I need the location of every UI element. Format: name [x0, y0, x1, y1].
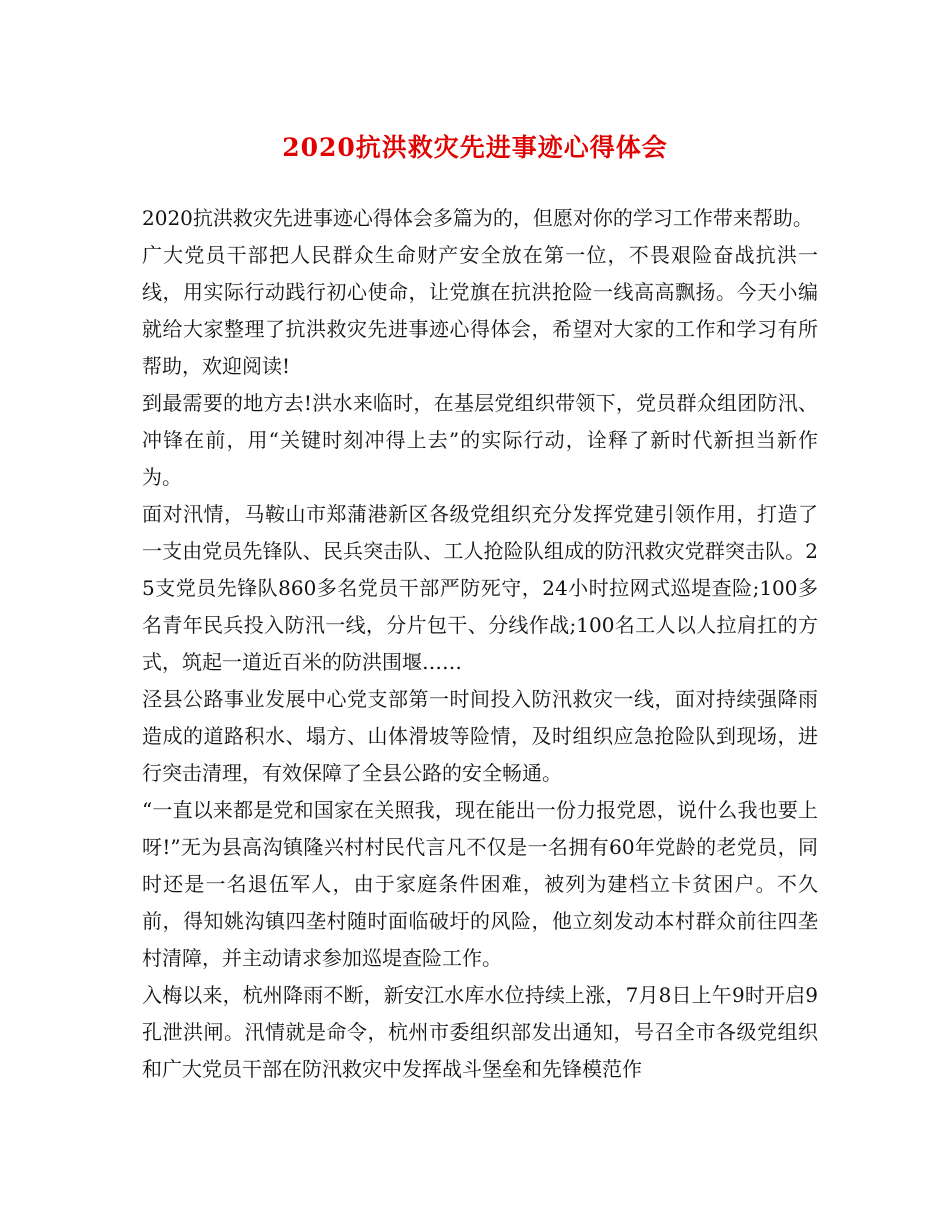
- document-body: [142, 200, 818, 1088]
- paragraph-veteran: “一直以来都是党和国家在关照我，现在能出一份力报党恩，说什么我也要上呀!”无为县高沟镇隆兴村村民代言凡不仅是一名拥有60年党龄的老党员，同时还是一名退伍军人，由于家庭条件困难，被列为建档立卡贫困户。不久前，得知姚沟镇四垄村随时面临破圩的风险，他立刻发动本村群众前往四垄村清障，并主动请求参加巡堤查险工作。: [142, 798, 818, 970]
- paragraph-maanshan: 面对汛情，马鞍山市郑蒲港新区各级党组织充分发挥党建引领作用，打造了一支由党员先锋队、民兵突击队、工人抢险队组成的防汛救灾党群突击队。25支党员先锋队860多名党员干部严防死守，24小时拉网式巡堤查险;100多名青年民兵投入防汛一线，分片包干、分线作战;100名工人以人拉肩扛的方式，筑起一道近百米的防洪围堰……: [142, 502, 818, 674]
- paragraph-jingxian: 泾县公路事业发展中心党支部第一时间投入防汛救灾一线，面对持续强降雨造成的道路积水、塌方、山体滑坡等险情，及时组织应急抢险队到现场，进行突击清理，有效保障了全县公路的安全畅通。: [142, 687, 818, 785]
- paragraph-intro: 2020抗洪救灾先进事迹心得体会多篇为的，但愿对你的学习工作带来帮助。: [142, 206, 813, 230]
- document-title: 2020抗洪救灾先进事迹心得体会: [282, 133, 668, 162]
- paragraph-frontline: 到最需要的地方去!洪水来临时，在基层党组织带领下，党员群众组团防汛、冲锋在前，用“关键时刻冲得上去”的实际行动，诠释了新时代新担当新作为。: [142, 391, 818, 489]
- paragraph-hangzhou: 入梅以来，杭州降雨不断，新安江水库水位持续上涨，7月8日上午9时开启9孔泄洪闸。汛情就是命令，杭州市委组织部发出通知，号召全市各级党组织和广大党员干部在防汛救灾中发挥战斗堡垒和先锋模范作: [142, 983, 818, 1081]
- paragraph-summary: 广大党员干部把人民群众生命财产安全放在第一位，不畏艰险奋战抗洪一线，用实际行动践行初心使命，让党旗在抗洪抢险一线高高飘扬。今天小编就给大家整理了抗洪救灾先进事迹心得体会，希望对大家的工作和学习有所帮助，欢迎阅读!: [142, 243, 818, 378]
